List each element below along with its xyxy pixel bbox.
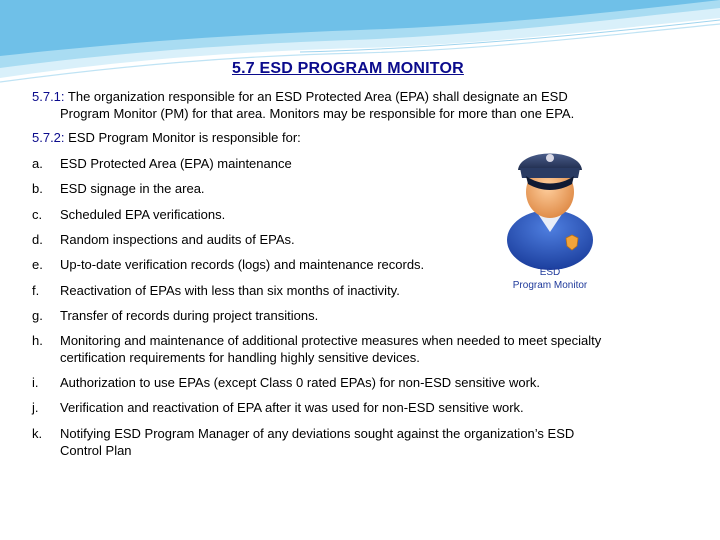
officer-caption-line-2: Program Monitor [512, 280, 588, 291]
list-text-line-2: Control Plan [60, 443, 132, 458]
list-text: Up-to-date verification records (logs) and maintenance records. [60, 257, 425, 272]
intro-line-1 [32, 88, 672, 105]
list-letter: f. [32, 283, 40, 298]
intro-line-2: Program Monitor (PM) for that area. Monitors may be responsible for more than one EPA. [60, 106, 575, 121]
list-letter: h. [32, 333, 43, 348]
list-text-line-1: Monitoring and maintenance of additional protective measures when needed to meet specialty [60, 333, 602, 348]
lead-paragraph [32, 130, 301, 145]
list-text: Random inspections and audits of EPAs. [60, 232, 295, 247]
list-text [60, 332, 601, 366]
intro-number: 5.7.1: [32, 89, 65, 104]
list-text-line-2: certification requirements for handling highly sensitive devices. [60, 350, 420, 365]
list-text [60, 425, 574, 459]
list-letter: e. [32, 257, 43, 272]
intro-text-1: The organization responsible for an ESD Protected Area (EPA) shall designate an ESD [64, 89, 568, 104]
list-letter: k. [32, 426, 43, 441]
list-letter: b. [32, 181, 43, 196]
officer-caption-line-1: ESD [539, 267, 561, 278]
list-text: ESD signage in the area. [60, 181, 205, 196]
list-text-line-1: Notifying ESD Program Manager of any deviations sought against the organization’s ESD [60, 426, 575, 441]
officer-caption [500, 266, 600, 292]
list-letter: a. [32, 156, 43, 171]
list-text: Scheduled EPA verifications. [60, 207, 226, 222]
lead-number: 5.7.2: [32, 130, 65, 145]
list-text: ESD Protected Area (EPA) maintenance [60, 156, 292, 171]
list-letter: g. [32, 308, 43, 323]
list-letter: i. [32, 375, 39, 390]
list-letter: j. [32, 400, 39, 415]
list-text: Transfer of records during project transitions. [60, 308, 319, 323]
intro-paragraph [32, 88, 672, 122]
list-letter: d. [32, 232, 43, 247]
list-text: Authorization to use EPAs (except Class 0 rated EPAs) for non-ESD sensitive work. [60, 375, 541, 390]
header-wave [0, 0, 720, 95]
list-text: Reactivation of EPAs with less than six months of inactivity. [60, 283, 400, 298]
police-officer-icon [500, 140, 600, 270]
list-text: Verification and reactivation of EPA after it was used for non-ESD sensitive work. [60, 400, 524, 415]
lead-text: ESD Program Monitor is responsible for: [64, 130, 301, 145]
slide-title: 5.7 ESD PROGRAM MONITOR [232, 60, 464, 77]
list-letter: c. [32, 207, 43, 222]
